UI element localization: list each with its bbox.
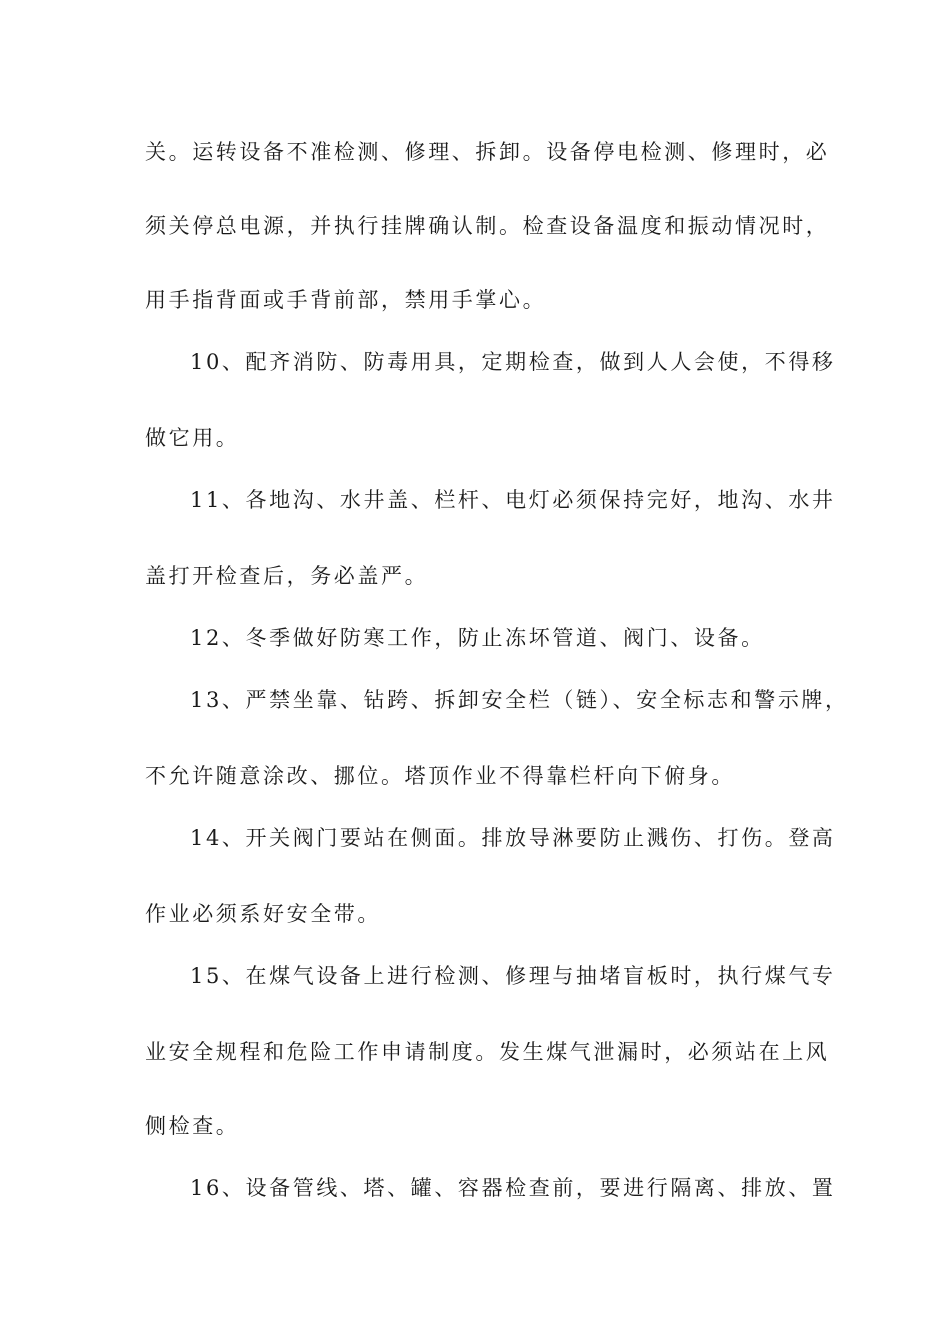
paragraph-start-11: 11、各地沟、水井盖、栏杆、电灯必须保持完好，地沟、水井 [190,488,836,512]
paragraph-start-16: 16、设备管线、塔、罐、容器检查前，要进行隔离、排放、置 [190,1176,836,1200]
text-line: 用手指背面或手背前部，禁用手掌心。 [145,288,547,312]
text-line: 做它用。 [145,426,240,450]
text-line: 盖打开检查后，务必盖严。 [145,564,429,588]
text-line: 侧检查。 [145,1114,240,1138]
text-line: 不允许随意涂改、挪位。塔顶作业不得靠栏杆向下俯身。 [145,764,735,788]
text-line: 关。运转设备不准检测、修理、拆卸。设备停电检测、修理时，必 [145,140,830,164]
paragraph-start-13: 13、严禁坐靠、钻跨、拆卸安全栏（链）、安全标志和警示牌， [190,688,849,712]
paragraph-start-10: 10、配齐消防、防毒用具，定期检查，做到人人会使，不得移 [190,350,836,374]
text-line: 须关停总电源，并执行挂牌确认制。检查设备温度和振动情况时， [145,214,830,238]
paragraph-start-12: 12、冬季做好防寒工作，防止冻坏管道、阀门、设备。 [190,626,765,650]
paragraph-start-15: 15、在煤气设备上进行检测、修理与抽堵盲板时，执行煤气专 [190,964,836,988]
text-line: 作业必须系好安全带。 [145,902,381,926]
text-line: 业安全规程和危险工作申请制度。发生煤气泄漏时，必须站在上风 [145,1040,830,1064]
paragraph-start-14: 14、开关阀门要站在侧面。排放导淋要防止溅伤、打伤。登高 [190,826,836,850]
